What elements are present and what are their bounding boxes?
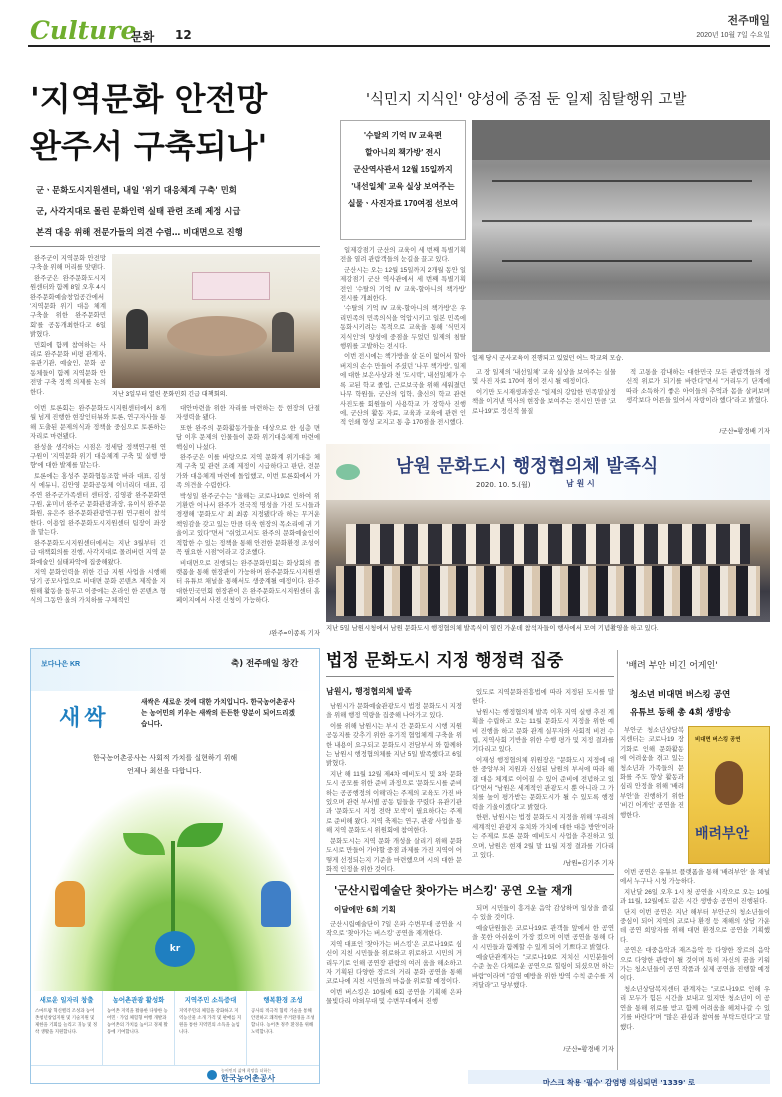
body-col2: 있도로 지역문화진흥법에 따라 지정된 도시를 말한다. 남원시는 행정협의체 발족 이후 지역 실행 추진 계획을 수립하고 오는 11월 문화도시 지정을 위한 예비 진행을 하고 문화 관계 실무자와 사회적 비전 수립, 지역사회 기반을 위한 수행 평가 및 지정 결과를 기다리고 있다. 이재성 행정협의체 위원장은 "문화도시 지정에 대한 중앙부처 지원과 신설된 남원의 부서에 따라 해결 대응 체계로 이어질 수 있어 준비에 전념하고 있다"면서 "남원은 세계적인 관광도시 뿐 아니라 그 가치를 높이 평가받는 문화도시가 될 수 있도록 행정력을 기울이겠다"고 밝혔다. 한편, 남원시는 법정 문화도시 지정을 위해 '우리의 세계적인 관광지 유치와 가치에 대한 대응 방안'이라는 주제로 토론 문화 예비도시 사업을 추진하고 있으며, 남원은 현재 2월 말 11월 지정 결과를 기다리고 있다. bbox=[472, 689, 614, 859]
event-banner bbox=[326, 444, 770, 500]
headline-2: 유튜브 동해 총 4회 생방송 bbox=[630, 708, 731, 718]
farmer-figure-icon bbox=[55, 881, 85, 927]
ad-header bbox=[31, 649, 319, 691]
box-line: 군산역사관서 12월 15일까지 bbox=[353, 165, 453, 174]
covid-notice-bar bbox=[468, 1070, 770, 1087]
footer-org: 한국농어촌공사 bbox=[221, 1074, 276, 1083]
article-buan-busking bbox=[620, 652, 770, 1084]
box-line: 실물ㆍ사진자료 170여점 선보여 bbox=[347, 199, 459, 208]
issue-date: 2020년 10월 7일 수요일 bbox=[696, 32, 770, 39]
deck-line: 군, 사각지대로 몰린 문화인력 실태 관련 조례 제정 시급 bbox=[36, 206, 241, 216]
sub-box bbox=[340, 120, 466, 240]
ad-slogan-2: 언제나 최선을 다합니다. bbox=[127, 767, 202, 775]
banner-date: 2020. 10. 5.(월) bbox=[476, 481, 531, 489]
headline-rule bbox=[326, 676, 614, 677]
ad-column bbox=[103, 991, 175, 1065]
body-col1-top: 완주군이 지역문화 안전망 구축을 위해 머리를 맞댄다. 완주군은 완주문화도시지원센터와 함께 8일 오후 4시 완주문화예술창업공간에서 '지역문화 위기 대응 체계 구축을 위한 완주문화민회'를 공동개최한다고 6일 밝혔다. 민회에 함께 참여하는 사리로 완주문화 비평 관계자, 유관기관, 예술인, 문화 공동체들이 함께 지역문화 안전망 구축 정책 의제를 논의한다. bbox=[30, 255, 106, 396]
footer-sub: 농어민의 삶에 희망을 더하는 bbox=[221, 1068, 272, 1073]
namwon-group-photo bbox=[326, 444, 770, 622]
body-col2: 대안마련을 위한 자리를 마련하는 등 현장의 단절 자생력을 됐다. 또한 완주의 문화활동가들을 대상으로 한 심층 면담 이후 문제의 인물들이 문화 위기대응체계 마련에 핵심이 나섰다. 완주군은 이를 바탕으로 지역 문화계 위기대응 체계 구축 및 관련 조례 제정이 시급하다고 판단, 전문가와 대응체계 마련에 돌입했고, 이번 토론회에서 가족 의견을 수렴한다. 박성일 완주군수는 "올해는 코로나19로 인하여 위기환란 어나서 완주가 전국적 명성을 가진 도시들과 경쟁해 '문화도시' 최 최종 지정됐다'라 하는 무거운 책임감을 갖고 있는 만큼 더욱 현장의 목소리에 귀 기울이고 있다"면서 "쉬었고서도 완주의 문화예술인이 적합한 수 있는 정책을 통해 안전한 문화환경 조성이 꼭 필요한 시점"이라고 강조했다. 비대면으로 진행되는 완주문화민회는 화상회의 플랫폼을 통해 현장관이 가능하며 완주문화도시지원센터 유튜브 채널을 통해서도 생중계될 예정이다. 완주대한민국민회 현장관이 은 완주문화도시지원센터 홈페이지에서 사전 신청이 가능하다. bbox=[176, 405, 320, 605]
banner-org: 남 원 시 bbox=[566, 479, 595, 488]
meeting-photo bbox=[112, 254, 320, 388]
kr-advertisement bbox=[30, 648, 320, 1084]
page-number: 12 bbox=[175, 28, 192, 42]
ad-column-text: 스마트팜 혁신밸리 조성과 농어촌청년창업지원 및 기술지원 및 제한을 기회를 늘리고 귀농 및 정착 생활을 지원합니다. bbox=[35, 1009, 98, 1035]
ad-title: 새싹 bbox=[59, 706, 110, 731]
body-col3: 적 고통을 감내하는 대한민국 모든 관람객들의 정신적 위로가 되기를 바란다"면서 "거리두기 단계에 따라 소득하기 좋은 아이들의 추억과 몸을 살펴보며 생각보다 어른들 있어서 자랑이라 했다"라고 밝혔다. bbox=[626, 369, 770, 405]
ad-column-text: 농어촌 지역을 활용한 다양한 농어민ㆍ가업 체험형 여행 개발과 농어촌의 가치를 높이고 경제 활동에 기여합니다. bbox=[107, 1009, 168, 1035]
article-colonial-exhibit bbox=[326, 50, 770, 440]
namwon-logo-icon bbox=[336, 464, 360, 480]
ad-column bbox=[247, 991, 319, 1065]
kr-logo-icon bbox=[207, 1070, 217, 1080]
ad-column-title: 새로운 일자리 창출 bbox=[39, 996, 94, 1004]
ad-footer bbox=[31, 1065, 319, 1083]
farmer-figure-icon bbox=[261, 881, 291, 927]
subhead: 이달에만 6회 기획 bbox=[334, 905, 396, 914]
headline: '식민지 지식인' 양성에 중점 둔 일제 침탈행위 고발 bbox=[366, 92, 687, 108]
tag-line: '배려 부안 비긴 어게인' bbox=[626, 661, 718, 671]
ad-column-text: 지역주민의 체험을 강화하고 지역농산물 소개 가격 및 판매를 지원을 통한 지역민의 소득을 높입니다. bbox=[179, 1009, 242, 1035]
ad-tag: 축) 전주매일 창간 bbox=[231, 659, 299, 669]
article-namwon-policy bbox=[326, 644, 614, 873]
byline: /군산=황경배 기자 bbox=[719, 428, 770, 435]
poster-big: 배려부안 bbox=[695, 826, 750, 842]
ad-message: 새싹은 새로운 것에 대한 가치입니다. 한국농어촌공사는 농어민의 키우는 새싹의 든든한 양분이 되어드리겠습니다. bbox=[141, 698, 296, 728]
headline: '군산시립예술단 찾아가는 버스킹' 공연 오늘 재개 bbox=[334, 884, 573, 897]
ad-column-title: 지역주민 소득증대 bbox=[184, 996, 237, 1004]
ad-columns bbox=[31, 991, 319, 1065]
guitar-icon bbox=[715, 761, 743, 805]
body-col-top: 부안군 청소년상담복지센터는 코로나19 장기화로 인해 문화활동에 어려움을 겪고 있는 청소년과 가족들의 문화를 주도 향상 활동과 심리 안정을 위해 '배려 부안'을 진행하기 위한 '비긴 어게인' 공연을 진행한다. bbox=[620, 727, 684, 819]
headline-line2: 완주서 구축되나' bbox=[30, 127, 268, 165]
subhead: 남원시, 행정협의체 발족 bbox=[326, 687, 412, 696]
sprout-illustration bbox=[31, 781, 319, 991]
deck bbox=[36, 180, 320, 243]
body-col2: 되며 시민들이 흥겨운 음악 감상하며 일상을 즐길 수 있을 것이다. 예술단원들은 코로나19로 관객들 앞에서 한 공연을 못한 아쉬움이 가장 컸으며 이번 공연을 통해 다시 시민들과 함께할 수 있게 되어 기쁘다고 밝혔다. 예술단관계자는 "코로나19로 지치신 시민분들이 수준 높은 다채로운 공연으로 힐링이 되셨으면 하는 바람"이라며 "감염 예방을 위한 방역 수칙 준수를 지켜달라"고 당부했다. bbox=[472, 905, 614, 990]
headline-1: 청소년 비대면 버스킹 공연 bbox=[630, 690, 731, 700]
ad-column-title: 행복환경 조성 bbox=[263, 996, 303, 1004]
body-col: 이번 공연은 유튜브 플랫폼을 통해 '배려부안' 을 채널에서 누구나 시청 가능하다. 지난달 26일 오후 1시 첫 공연을 시작으로 오는 10월과 11월, 12월에도 같은 시간 생방송 공연이 진행된다. 단지 이번 공연은 지난 해부터 부안군의 청소년들이 중심이 되어 지역의 코로나 환경 등 재해의 상담 가운데 공연 희망자를 위해 대면 환경으로 공연을 기획했다. 공연은 대중음악과 재즈음악 등 다양한 장르의 음악으로 다양한 관람이 될 것이며 특히 자신의 꿈을 키워가는 청소년들이 공연 작품과 실제 공연을 진행할 예정이다. 청소년상담복지센터 관계자는 "코로나19로 인해 우리 모두가 힘든 시간을 보내고 있지만 청소년이 이 공연을 통해 위로를 받고 함께 어려움을 헤쳐나갈 수 있기를 바란다"며 "많은 관심과 참여를 부탁드린다"고 말했다. bbox=[620, 869, 770, 1031]
photo-caption: 지난 3일부터 열린 문화민회 긴급 대책회의. bbox=[112, 391, 228, 398]
leaf-icon bbox=[123, 833, 165, 855]
kr-globe-icon: kr bbox=[155, 931, 195, 967]
masthead-rule bbox=[28, 45, 770, 47]
box-line: '수탈의 기억 IV 교육편 bbox=[364, 131, 442, 140]
historic-photo bbox=[472, 120, 770, 352]
article-gunsan-busking bbox=[326, 874, 614, 1068]
body-col2: 고 장 일제의 '내선일체' 교육 실상을 보여주는 실물 및 사진 자료 170여 점이 전시 될 예정이다. 이기만 도시재생과장은 "일제의 강압한 민족말살정책을 이겨낸 역사의 현장을 보여주는 전시인 만큼 '코로나19'로 정신적 물질 bbox=[472, 369, 616, 415]
banner-title: 남원 문화도시 행정협의체 발족식 bbox=[396, 456, 659, 477]
body-col1: 군산시립예술단이 7일 은파 수변무대 공연을 시작으로 '찾아가는 버스킹' 공연을 재개한다. 지역 대표인 '찾아가는 버스킹'은 코로나19로 심신이 지친 시민들을 위로하고 위로하고 시민의 거리두기로 인해 공연장 관람의 여러 움을 해소하고자 기획된 다양한 장르의 거리 문화 공연을 통해 코로나에 지친 시민들의 마음을 위로할 예정이다. 이번 버스킹은 10월에 6회 공연을 기획해 은파 물빛다리 야외무대 및 수변무대에서 진행 bbox=[326, 921, 462, 1006]
leaf-icon bbox=[177, 823, 223, 847]
ad-column-text: 공사의 적극적 협력 기술을 통해 안전하고 쾌적한 주거환경을 조성합니다. 농어촌 정주 환경을 위해 노력합니다. bbox=[251, 1009, 315, 1035]
section-title-ko: 문화 bbox=[131, 30, 155, 44]
deck-rule bbox=[30, 246, 320, 247]
poster-text: 비대면 버스킹 공연 bbox=[695, 737, 741, 743]
masthead bbox=[0, 0, 782, 46]
namwon-photo-caption: 지난 5일 남원시청에서 남원 문화도시 행정협의체 발족식이 열린 가운데 참석자들이 행사에서 모여 기념촬영을 하고 있다. bbox=[326, 625, 659, 632]
article-heritage-safety-net bbox=[30, 50, 320, 640]
deck-line: 본격 대응 위해 전문가들의 의견 수렴… 비대면으로 진행 bbox=[36, 227, 243, 237]
body-col1: 일제강점기 군산의 교육이 세 번째 특별기획전을 열려 관람객들의 눈길을 끌고 있다. 군산시는 오는 12월 15일까지 2개월 동안 일제강점기 군산 역사관에서 세 번째 특별기획전인 '수탈의 기억 IV 교육-할아니의 책가방' 전시를 개최한다. '수탈의 기억 IV 교육-할아니의 책가방'은 우리민족의 민족의식을 억압시키고 일본 민족에 동화시키려는 목적으로 교육을 통해 '식민지 지식인'의 양성에 중점을 두었던 일제의 침탈행위를 고발하는 전시다. 이번 전시에는 책가방을 살 돈이 없어서 할아버지의 손수 만들어 주셨던 '나무 책가방', 일제에 대한 보은사상과 천 '도시락', 내선일체가 수록 교된 학교 졸업, 근로보국을 위해 세워졌던 나무 학원들, 군산의 입학, 출신의 학교 관련 사진도를 회원들이 사용학교 가 장학사 진행에, 군산의 활동 자료, 교육과 교육에 관련 인적 인쇄 형성 교지고 통 총 170점을 전시했다. bbox=[340, 247, 466, 427]
section-title: Culture bbox=[30, 16, 137, 45]
box-line: 할아니의 책가방' 전시 bbox=[365, 148, 441, 157]
byline: /완주=이종록 기자 bbox=[269, 630, 320, 637]
photo-caption: 일제 당시 군사교육이 진행되고 있었던 어느 학교의 모습. bbox=[472, 355, 624, 362]
body-col1: 남원시가 문화예술관광도시 법정 문화도시 지정을 위해 행정 역량을 집중해 나아가고 있다. 이를 위해 남원시는 부시 간 문화도시 시행 지원 공동지를 갖추기 위한 유기적 협업체계 구축을 위한 내용이 요구되고 문화도시 전담부서 와 함께하는 남원시 행정협의체를 지난 5일 발족했다고 6일 밝혔다. 지난 해 11월 12월 제4차 예비도시 및 3차 문화도시 공모를 위한 준비 과정으로 '문화도시를 준비하는 공공행정의 이해'라는 주제의 교육도 가진 바 있으며 관련 부서별 공동 팀들을 꾸렸다 유관기관과 '문화도시 지정 전략 모색'이 필요하다는 주제로 준비해 왔다. 지역 축제는 연구, 관광 사업을 통해 지역 문화도시 위원회에 참여한다. 문화도시는 지역 문화 개성을 살리기 위해 문화도시로 만들어 가야할 중점 과제를 가진 지역이 어떻게 선정되는지 기준을 마련했으며 시의 대한 문화적 인정을 위한 것이다. bbox=[326, 703, 462, 873]
kr-logo-small: 보다나은 KR bbox=[41, 661, 81, 668]
ad-column-title: 농어촌관광 활성화 bbox=[112, 996, 165, 1004]
covid-notice-text: 마스크 착용 '필수' 감염병 의심되면 '1339' 로 bbox=[542, 1078, 696, 1087]
ad-column bbox=[175, 991, 247, 1065]
column-divider bbox=[617, 650, 618, 1086]
ad-column bbox=[31, 991, 103, 1065]
byline: /군산=황경배 기자 bbox=[563, 1046, 614, 1053]
headline: 법정 문화도시 지정 행정력 집중 bbox=[326, 651, 564, 671]
byline: /남원=김기주 기자 bbox=[563, 860, 614, 867]
deck-line: 군ㆍ문화도시지원센터, 내일 '위기 대응체계 구축' 민회 bbox=[36, 185, 237, 195]
ad-slogan-1: 한국농어촌공사는 사회적 가치를 실현하기 위해 bbox=[93, 754, 238, 762]
box-line: '내선일체' 교육 실상 보여주는 bbox=[351, 182, 455, 191]
body-col1: 이번 토론회는 완주문화도시지원센터에서 8개월 넘게 진행한 현장인터뷰와 토론, 연구자사들 통해 도출된 문제의식과 정책을 중심으로 토론하는 자리로 마련됐다. 완성을 생각하는 시점은 정세담 정책연구원 연구원이 '지역문화 위기 대응체계 구축 및 실행 방향'에 대한 발제를 맡는다. 토론에는 홍성주 문화협동조합 바라 대표, 김성식 에듀니, 김안영 문화공동체 이너리더 대표, 김주연 완주군가족센터 센터장, 김영광 완주문화연구원, 윤미녀 완주군 문화관광과장, 유이식 완주문화원, 유은주 완주문화관광연구원 연구원이 참석한다. 이용업 완주문화도시지원센터 팀장이 좌장을 맡는다. 완주문화도시지원센터에서는 지난 3월부터 긴급 대책회의를 진행, 사각지대로 몰려버린 지역 문화예술인 실태파악에 집중해왔다. 지역 문화인력을 위한 긴급 지원 사업을 시행해 당기 공모사업으로 비대면 문화 콘텐츠 제작을 지원해 활동을 돕무고 이중에는 온라인 한 콘텐츠 형식의 그동안 올의 가치하를 구체적인 bbox=[30, 405, 166, 605]
busking-poster bbox=[688, 726, 770, 864]
paper-name: 전주매일 bbox=[727, 15, 770, 27]
headline-line1: '지역문화 안전망 bbox=[30, 80, 268, 118]
